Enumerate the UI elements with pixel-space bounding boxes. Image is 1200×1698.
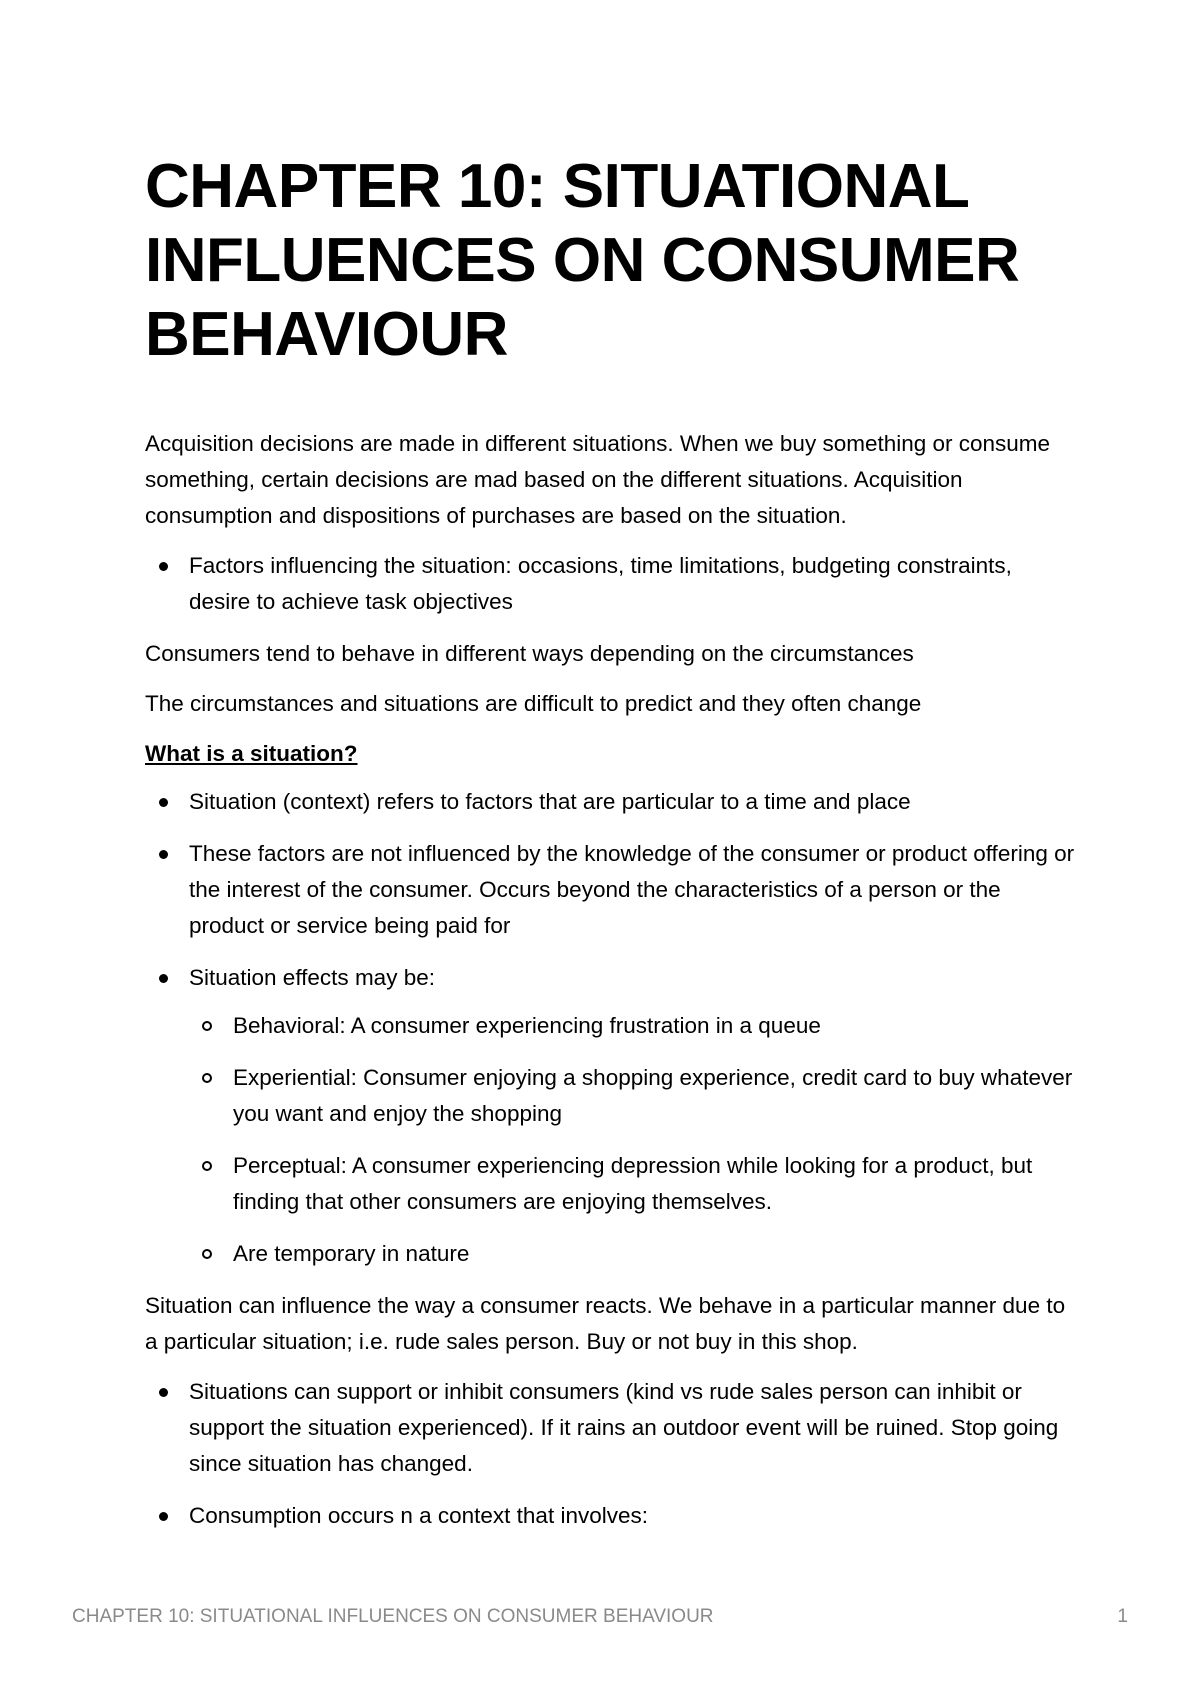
sublist-item-text: Experiential: Consumer enjoying a shopping experience, credit card to buy whatever you want and enjoy the shopping (233, 1065, 1073, 1126)
footer-page-number: 1 (1117, 1606, 1128, 1627)
list-item (145, 548, 1075, 620)
list-item (145, 1374, 1075, 1482)
section-heading: What is a situation? (145, 741, 358, 766)
list-item-text: Situation (context) refers to factors that are particular to a time and place (189, 789, 911, 814)
bullet-dot-icon (159, 1388, 168, 1397)
situation-list (145, 784, 1075, 1272)
sublist-item-text: Are temporary in nature (233, 1241, 470, 1266)
list-item (145, 784, 1075, 820)
sublist-item (189, 1236, 1075, 1272)
page-content (145, 150, 1075, 1550)
list-item-text: Consumption occurs n a context that involves: (189, 1503, 648, 1528)
bullet-circle-icon (202, 1021, 212, 1031)
bullet-dot-icon (159, 974, 168, 983)
sublist-item (189, 1148, 1075, 1220)
list-item (145, 836, 1075, 944)
sublist-item-text: Behavioral: A consumer experiencing frustration in a queue (233, 1013, 821, 1038)
bullet-dot-icon (159, 1512, 168, 1521)
list-item (145, 960, 1075, 1272)
factors-list (145, 548, 1075, 620)
bullet-dot-icon (159, 850, 168, 859)
paragraph-consumers-behave: Consumers tend to behave in different ways depending on the circumstances (145, 641, 914, 666)
bullet-circle-icon (202, 1161, 212, 1171)
effects-sublist (189, 1008, 1075, 1272)
list-item (145, 1498, 1075, 1534)
final-list (145, 1374, 1075, 1534)
page-title: CHAPTER 10: SITUATIONAL INFLUENCES ON CONSUMER BEHAVIOUR (145, 152, 1020, 369)
list-item-text: Situation effects may be: (189, 965, 435, 990)
bullet-dot-icon (159, 562, 168, 571)
bullet-circle-icon (202, 1073, 212, 1083)
page-footer (72, 1606, 1128, 1628)
bullet-dot-icon (159, 798, 168, 807)
sublist-item (189, 1008, 1075, 1044)
paragraph-circumstances: The circumstances and situations are difficult to predict and they often change (145, 691, 922, 716)
sublist-item-text: Perceptual: A consumer experiencing depression while looking for a product, but finding that other consumers are enjoying themselves. (233, 1153, 1033, 1214)
paragraph-influence: Situation can influence the way a consumer reacts. We behave in a particular manner due to a particular situation; i.e. rude sales person. Buy or not buy in this shop. (145, 1293, 1066, 1354)
footer-running-title: CHAPTER 10: SITUATIONAL INFLUENCES ON CONSUMER BEHAVIOUR (72, 1606, 714, 1627)
intro-paragraph: Acquisition decisions are made in different situations. When we buy something or consume something, certain decisions are mad based on the different situations. Acquisition consumption and dispositions of purchases are based on the situation. (145, 431, 1051, 528)
list-item-text: Situations can support or inhibit consumers (kind vs rude sales person can inhibit or support the situation experienced). If it rains an outdoor event will be ruined. Stop going since situation has changed. (189, 1379, 1059, 1476)
list-item-text: These factors are not influenced by the knowledge of the consumer or product offering or the interest of the consumer. Occurs beyond the characteristics of a person or the product or service being paid for (189, 841, 1075, 938)
list-item-text: Factors influencing the situation: occasions, time limitations, budgeting constraints, desire to achieve task objectives (189, 553, 1012, 614)
sublist-item (189, 1060, 1075, 1132)
bullet-circle-icon (202, 1249, 212, 1259)
